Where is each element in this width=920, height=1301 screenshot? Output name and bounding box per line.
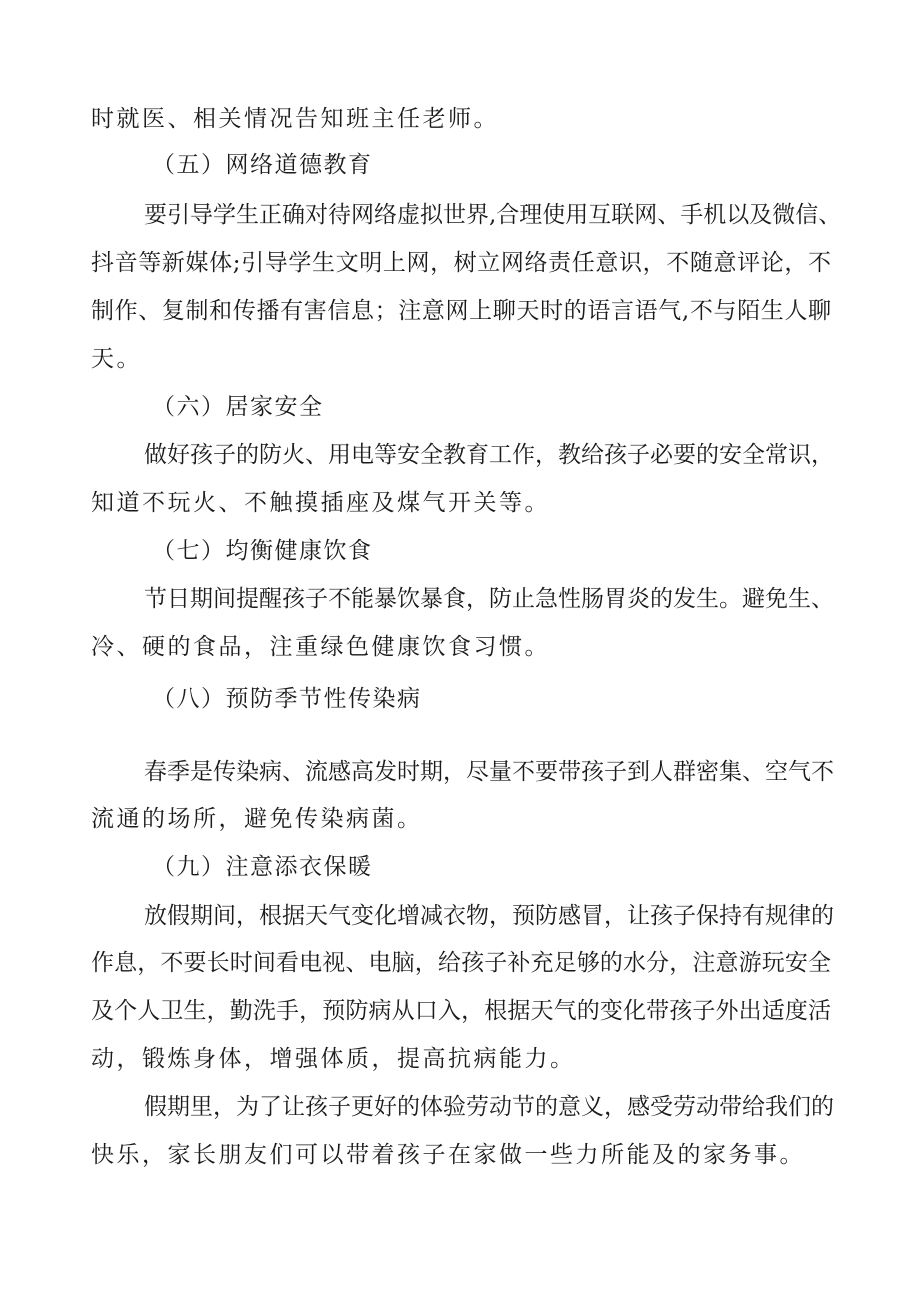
paragraph-line: 要引导学生正确对待网络虚拟世界,合理使用互联网、手机以及微信、 [144, 202, 842, 228]
paragraph-line: 知道不玩火、不触摸插座及煤气开关等。 [91, 490, 550, 516]
paragraph-line: 动，锻炼身体，增强体质，提高抗病能力。 [91, 1046, 576, 1072]
paragraph-line: 流通的场所，避免传染病菌。 [91, 806, 423, 832]
paragraph-line: 假期里，为了让孩子更好的体验劳动节的意义，感受劳动带给我们的 [144, 1094, 834, 1120]
paragraph-line: 冷、硬的食品，注重绿色健康饮食习惯。 [91, 634, 550, 660]
paragraph-line: 做好孩子的防火、用电等安全教育工作，教给孩子必要的安全常识， [144, 442, 834, 468]
section-heading-9: （九）注意添衣保暖 [152, 854, 373, 880]
section-heading-8: （八）预防季节性传染病 [152, 686, 422, 712]
paragraph-line: 放假期间，根据天气变化增减衣物，预防感冒，让孩子保持有规律的 [144, 903, 834, 929]
paragraph-line: 制作、复制和传播有害信息；注意网上聊天时的语言语气,不与陌生人聊 [91, 298, 831, 324]
paragraph-line: 抖音等新媒体;引导学生文明上网，树立网络责任意识，不随意评论，不 [91, 250, 831, 276]
paragraph-line: 快乐，家长朋友们可以带着孩子在家做一些力所能及的家务事。 [91, 1142, 805, 1168]
paragraph-line: 节日期间提醒孩子不能暴饮暴食，防止急性肠胃炎的发生。避免生、 [144, 586, 834, 612]
paragraph-line: 天。 [91, 346, 142, 372]
paragraph-line: 及个人卫生，勤洗手，预防病从口入，根据天气的变化带孩子外出适度活 [91, 998, 831, 1024]
paragraph-line: 作息，不要长时间看电视、电脑，给孩子补充足够的水分，注意游玩安全 [91, 950, 831, 976]
section-heading-5: （五）网络道德教育 [152, 152, 373, 178]
paragraph-line: 春季是传染病、流感高发时期，尽量不要带孩子到人群密集、空气不 [144, 759, 834, 785]
paragraph-line: 时就医、相关情况告知班主任老师。 [91, 106, 499, 132]
section-heading-7: （七）均衡健康饮食 [152, 538, 373, 564]
section-heading-6: （六）居家安全 [152, 394, 324, 420]
